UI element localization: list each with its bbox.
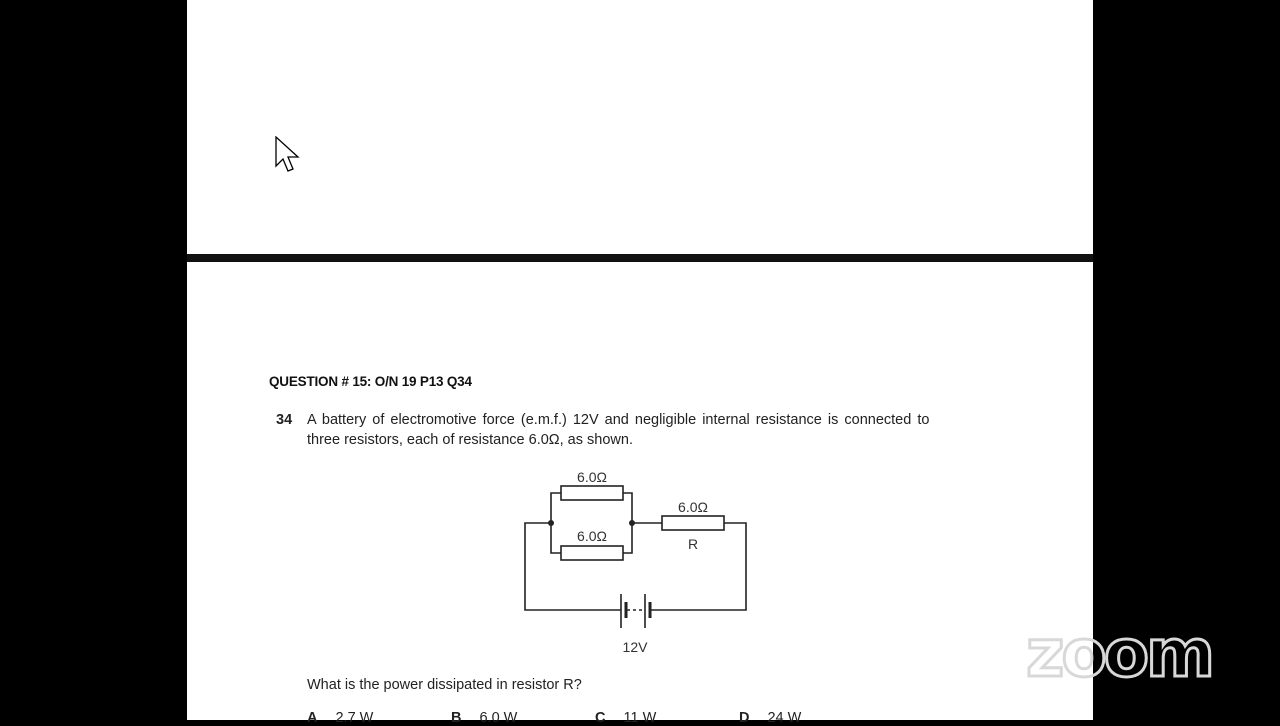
junction-left: [548, 520, 554, 526]
resistor-r-name: R: [687, 536, 699, 552]
question-prompt: What is the power dissipated in resistor R?: [307, 677, 582, 693]
option-a[interactable]: A 2.7 W: [307, 710, 374, 726]
question-number: 34: [276, 412, 293, 428]
svg-text:zoom: zoom: [1026, 622, 1212, 684]
option-d[interactable]: D 24 W: [739, 710, 802, 726]
resistor-top: [561, 486, 623, 500]
resistor-bottom: [561, 546, 623, 560]
resistor-bottom-label: 6.0Ω: [577, 528, 607, 544]
question-text-line1: A battery of electromotive force (e.m.f.) 12V and negligible internal resistance is connected to: [307, 412, 930, 428]
arrow-cursor-icon: [275, 136, 303, 176]
zoom-logo: [1024, 622, 1234, 684]
question-text-line2: three resistors, each of resistance 6.0Ω, as shown.: [307, 432, 633, 448]
question-header: QUESTION # 15: O/N 19 P13 Q34: [269, 374, 472, 389]
resistor-top-label: 6.0Ω: [577, 469, 607, 485]
option-b[interactable]: B 6.0 W: [451, 710, 518, 726]
junction-right: [629, 520, 635, 526]
resistor-r-label: 6.0Ω: [678, 499, 708, 515]
resistor-r: [662, 516, 724, 530]
option-c[interactable]: C 11 W: [595, 710, 657, 726]
battery-label: 12V: [622, 639, 648, 655]
